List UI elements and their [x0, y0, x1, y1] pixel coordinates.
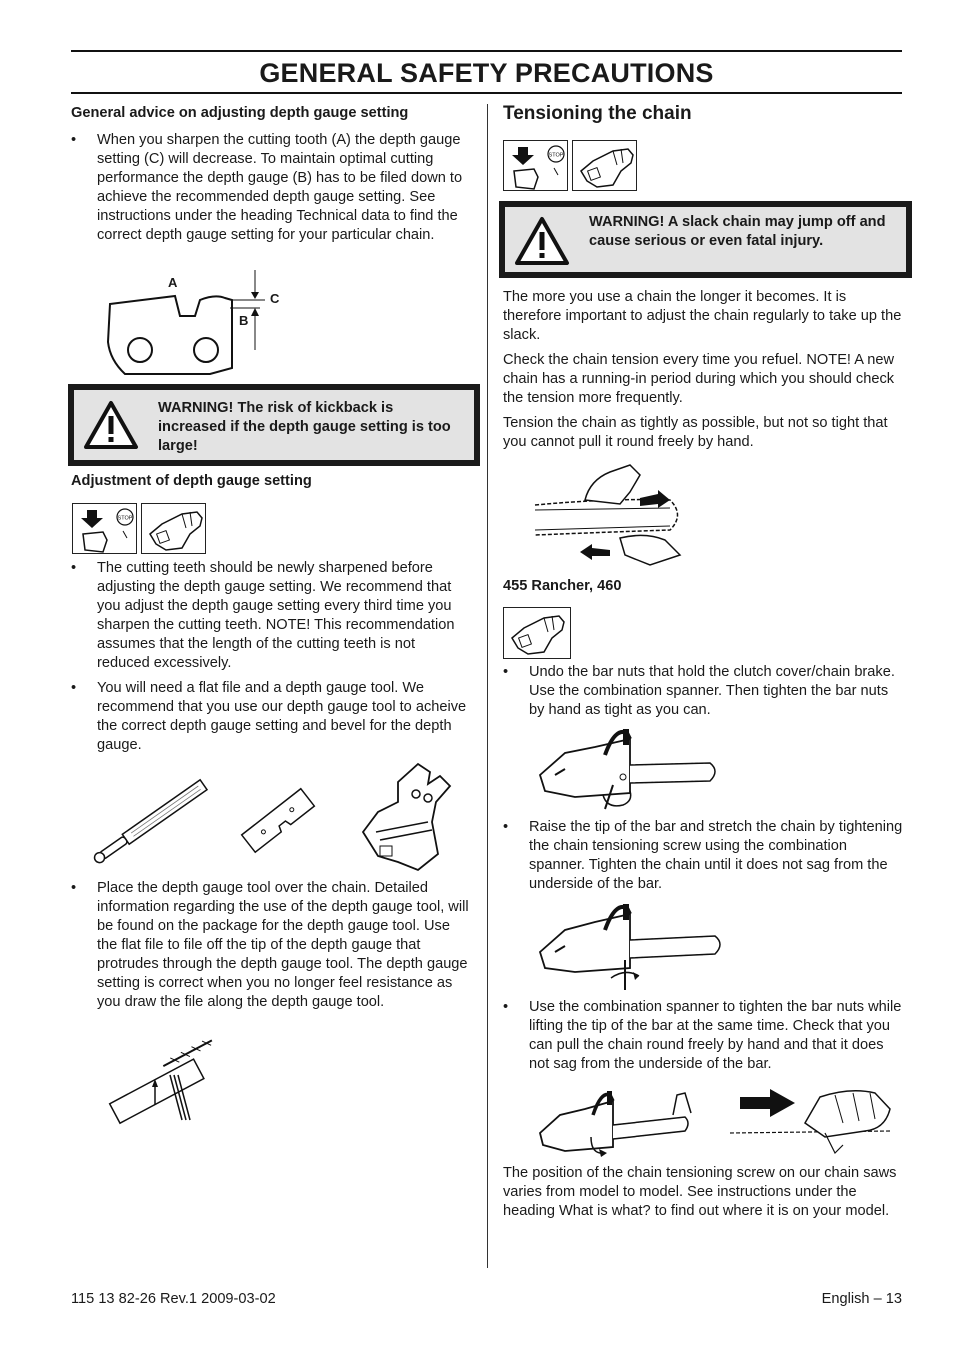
depth-gauge-advice-text: When you sharpen the cutting tooth (A) the depth gauge setting (C) will decrease. To maintain optimal cutting performance the depth gauge (B) has to be filed down to achieve the recommended depth gauge setting. See instructions under the heading Technical data to find the correct depth gauge setting for your particular chain. [97, 132, 463, 243]
list-item [503, 998, 903, 1075]
depth-gauge-bullet-1: The cutting teeth should be newly sharpened before adjusting the depth gauge setting. We recommend that you adjust the depth gauge setting every third time you sharpen the cutting teeth. NOTE! This recommendation assumes that the length of the cutting teeth is not reduced excessively. [97, 560, 455, 671]
gloves-icon-box [503, 607, 571, 659]
label-b: B [239, 313, 249, 328]
depth-gauge-bullet-3: Place the depth gauge tool over the chain. Detailed information regarding the use of the depth gauge tool, will be found on the package for the depth gauge tool. Use the flat file to file off the tip of the depth gauge that protrudes through the depth gauge tool. The depth gauge setting is correct when you no longer feel resistance as you draw the file along the depth gauge tool. [97, 880, 469, 1010]
depth-gauge-advice-heading: General advice on adjusting depth gauge setting [71, 105, 409, 121]
document-id: 115 13 82-26 Rev.1 2009-03-02 [71, 1291, 276, 1307]
bullet-marker: • [71, 680, 77, 696]
glove-icon [504, 608, 572, 660]
tension-bullet-2: Raise the tip of the bar and stretch the chain by tightening the chain tensioning screw using the combination spanner. Tighten the chain until it does not sag from the underside of the bar. [529, 819, 903, 892]
closing-paragraph: The position of the chain tensioning screw on our chain saws varies from model to model. See instructions under the heading What is what? to find out where it is on your model. [503, 1165, 897, 1219]
list-item [71, 559, 471, 674]
stop-engine-icon-box [503, 140, 568, 191]
depth-gauge-tool-illustration [235, 780, 320, 860]
tension-paragraph-1: The more you use a chain the longer it becomes. It is therefore important to adjust the chain regularly to take up the slack. [503, 289, 902, 343]
bullet-marker: • [71, 880, 77, 896]
gloves-icon-box [141, 503, 206, 554]
list-item [503, 663, 903, 721]
bullet-marker: • [503, 819, 509, 835]
warning-triangle-icon [515, 216, 569, 266]
depth-gauge-bullet-2: You will need a flat file and a depth gauge tool. We recommend that you use our depth gauge tool to acheive the correct depth gauge setting and bevel for the depth gauge. [97, 680, 467, 753]
list-item [71, 131, 471, 265]
kickback-warning-text: WARNING! The risk of kickback is increased if the depth gauge setting is too large! [158, 400, 451, 454]
bullet-marker: • [71, 560, 77, 576]
stop-engine-icon-box [72, 503, 137, 554]
tension-bullet-1: Undo the bar nuts that hold the clutch cover/chain brake. Use the combination spanner. Then tighten the bar nuts by hand as tight as you can. [529, 664, 895, 718]
bullet-marker: • [71, 132, 77, 148]
label-c: C [270, 291, 280, 306]
page-number: English – 13 [821, 1291, 902, 1307]
glove-icon [573, 141, 638, 192]
page-title: GENERAL SAFETY PRECAUTIONS [259, 58, 714, 88]
hand-pulling-chain-illustration [530, 460, 700, 575]
cutting-tooth-diagram [100, 270, 300, 380]
glove-icon [142, 504, 207, 555]
kickback-warning-box [68, 384, 480, 466]
slack-chain-warning-box [499, 201, 912, 278]
tension-paragraph-2: Check the chain tension every time you refuel. NOTE! A new chain has a running-in period during which you should check the tension more frequently. [503, 352, 895, 406]
chainsaw-lift-tip-illustration [535, 1085, 695, 1160]
filing-gauge-tool-illustration [358, 762, 453, 874]
label-a: A [168, 275, 178, 290]
chainsaw-bar-nuts-illustration [535, 725, 725, 810]
gloves-icon-box [572, 140, 637, 191]
header-bottom-rule [71, 92, 902, 94]
stop-engine-icon [73, 504, 138, 555]
warning-triangle-icon [84, 400, 138, 450]
list-item [503, 818, 903, 895]
list-item [71, 679, 471, 756]
stop-sign-label: STOP [117, 515, 133, 522]
hand-pulling-chain-illustration-2 [725, 1085, 895, 1160]
tensioning-heading: Tensioning the chain [503, 103, 692, 124]
model-heading: 455 Rancher, 460 [503, 578, 622, 594]
header-top-rule [71, 50, 902, 52]
stop-sign-label: STOP [548, 152, 564, 159]
tension-bullet-3: Use the combination spanner to tighten the bar nuts while lifting the tip of the bar at the same time. Check that you can pull the chain round freely by hand and that it does not sag from the underside of the bar. [529, 999, 902, 1072]
chainsaw-tensioning-screw-illustration [535, 900, 730, 992]
slack-chain-warning-text: WARNING! A slack chain may jump off and cause serious or even fatal injury. [589, 214, 886, 249]
tension-paragraph-3: Tension the chain as tightly as possible, but not so tight that you cannot pull it round freely by hand. [503, 415, 888, 450]
stop-engine-icon [504, 141, 569, 192]
bullet-marker: • [503, 999, 509, 1015]
gauge-on-chain-illustration [100, 1035, 230, 1125]
column-divider [487, 104, 488, 1268]
depth-gauge-adjustment-heading: Adjustment of depth gauge setting [71, 473, 312, 489]
list-item [71, 879, 471, 1032]
bullet-marker: • [503, 664, 509, 680]
